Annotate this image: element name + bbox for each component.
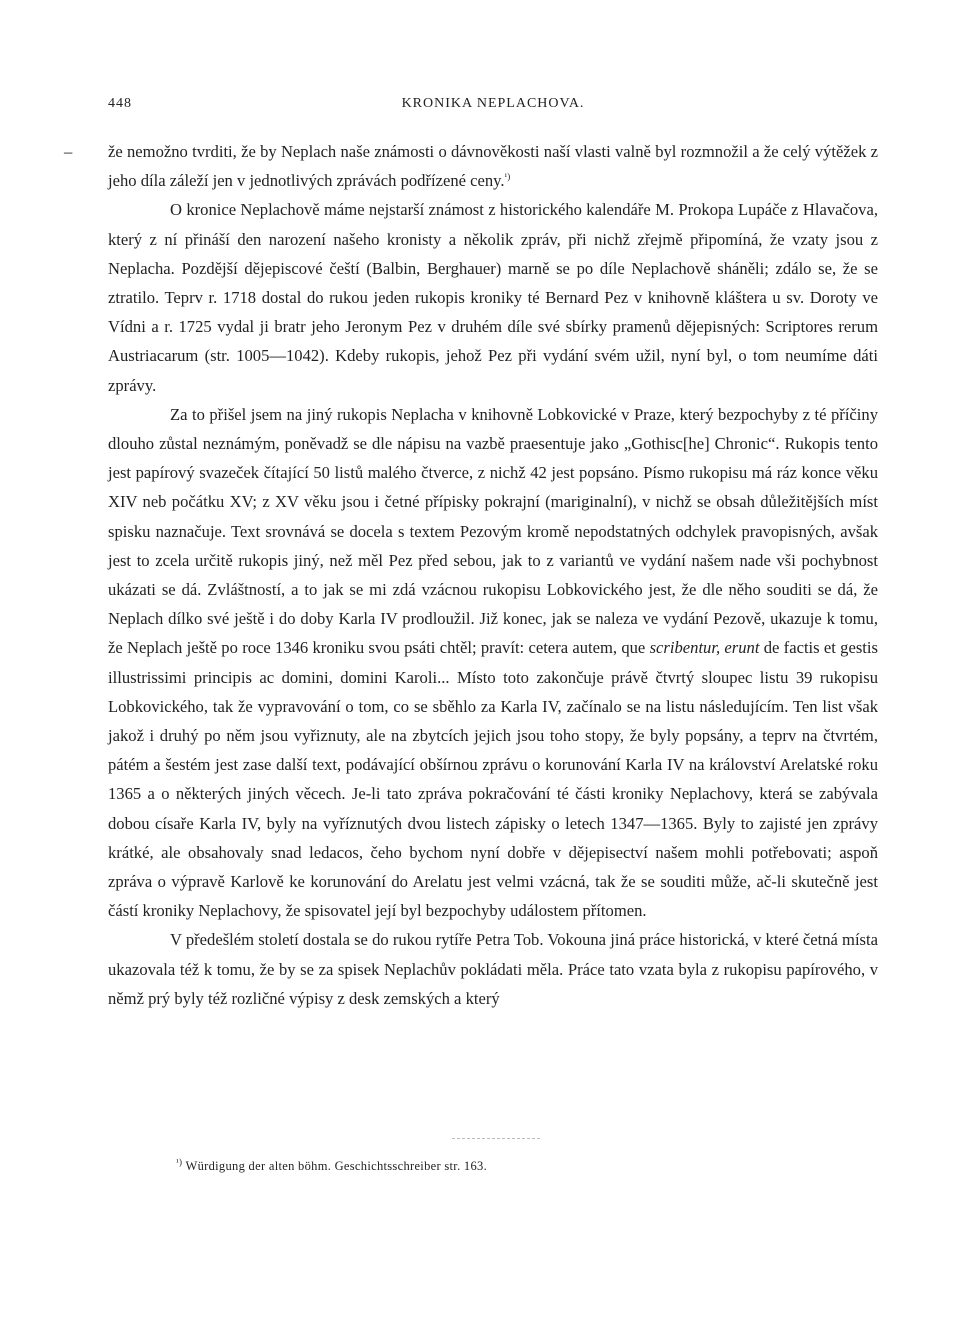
body-text [108, 137, 878, 1013]
paragraph-3 [108, 400, 878, 926]
latin-italic-phrase: scribentur, erunt [649, 638, 760, 658]
paragraph-text: de factis et gestis illustrissimi principis ac domini, domini Karoli... Místo toto zakončuje právě čtvrtý sloupec listu 39 rukopisu Lobkovického, tak že vypravování o tom, co se sběhlo za Karla IV, začínalo se na listu následujícím. Ten list však jakož i druhý po něm jsou vyřiznuty, ale na zbytcích jejich jsou toho stopy, že byly popsány, a teprv na čtvrtém, pátém a šestém jest zase další text, podávající obšírnou zprávu o korunování Karla IV na království Arelatské roku 1365 a o některých jiných věcech. Je-li tato zpráva pokračování té části kroniky Neplachovy, která se zabývala dobou císaře Karla IV, byly na vyříznutých dvou listech zápisky o letech 1347—1365. Byly to zajisté jen zprávy krátké, ale obsahovaly snad ledacos, čeho bychom nyní dobře v dějepisectví našem mohli potřebovati; aspoň zpráva o výpravě Karlově ke korunování do Arelatu jest velmi vzácná, tak že se souditi může, ač-li skutečně jest částí kroniky Neplachovy, že spisovatel její byl bezpochyby událostem přítomen. [108, 638, 878, 921]
page-number: 448 [108, 96, 132, 111]
footnote [176, 1157, 487, 1175]
footnote-separator [452, 1138, 540, 1139]
paragraph-1 [108, 137, 878, 195]
footnote-text: Würdigung der alten böhm. Geschichtsschreiber str. 163. [185, 1159, 487, 1173]
paragraph-text: že nemožno tvrditi, že by Neplach naše známosti o dávnověkosti naší vlasti valně byl rozmnožil a že celý výtěžek z jeho díla záleží jen v jednotlivých zprávách podřízené ceny. [108, 142, 878, 191]
paragraph-2 [108, 195, 878, 399]
paragraph-text: O kronice Neplachově máme nejstarší známost z historického kalendáře M. Prokopa Lupáče z Hlavačova, který z ní přináší den narození našeho kronisty a několik zpráv, při nichž zřejmě připomíná, že vzaty jsou z Neplacha. Pozdější dějepiscové čeští (Balbin, Berghauer) marně se po díle Neplachově sháněli; zdálo se, že se ztratilo. Teprv r. 1718 dostal do rukou jeden rukopis kroniky té Bernard Pez v knihovně kláštera u sv. Doroty ve Vídni a r. 1725 vydal ji bratr jeho Jeronym Pez v druhém díle své sbírky pramenů dějepisných: Scriptores rerum Austriacarum (str. 1005—1042). Kdeby rukopis, jehož Pez při vydání svém užil, nyní byl, o tom neumíme dáti zprávy. [108, 200, 878, 395]
page-header [108, 96, 878, 116]
footnote-mark: ¹) [176, 1156, 183, 1167]
paragraph-text: V předešlém století dostala se do rukou rytíře Petra Tob. Vokouna jiná práce historická, v které četná místa ukazovala též k tomu, že by se za spisek Neplachův pokládati měla. Práce tato vzata byla z rukopisu papírového, v němž prý byly též rozličné výpisy z desk zemských a který [108, 930, 878, 1008]
running-title: KRONIKA NEPLACHOVA. [401, 96, 585, 111]
paragraph-text: Za to přišel jsem na jiný rukopis Neplacha v knihovně Lobkovické v Praze, který bezpochyby z té příčiny dlouho zůstal neznámým, poněvadž se dle nápisu na vazbě praesentuje jako „Gothisc[he] Chronic“. Rukopis tento jest papírový svazeček čítající 50 listů malého čtverce, z nichž 42 jest popsáno. Písmo rukopisu má ráz konce věku XIV neb počátku XV; z XV věku jsou i četné přípisky pokrajní (mariginalní), v nichž se obsah důležitějších míst spisku naznačuje. Text srovnává se docela s textem Pezovým kromě nepodstatných odchylek pravopisných, avšak jest to zcela určitě rukopis jiný, než měl Pez před sebou, jak to z variantů ve vydání našem nade vši pochybnost ukázati se dá. Zvláštností, a to jak se mi zdá vzácnou rukopisu Lobkovického jest, že dle něho souditi se dá, že Neplach dílko své ještě i do doby Karla IV prodloužil. Již konec, jak se naleza ve vydání Pezově, ukazuje k tomu, že Neplach ještě po roce 1346 kroniku svou psáti chtěl; pravít: cetera autem, que [108, 404, 878, 658]
footnote-reference: ¹) [504, 171, 511, 182]
paragraph-4 [108, 925, 878, 1013]
margin-mark: – [64, 142, 73, 161]
